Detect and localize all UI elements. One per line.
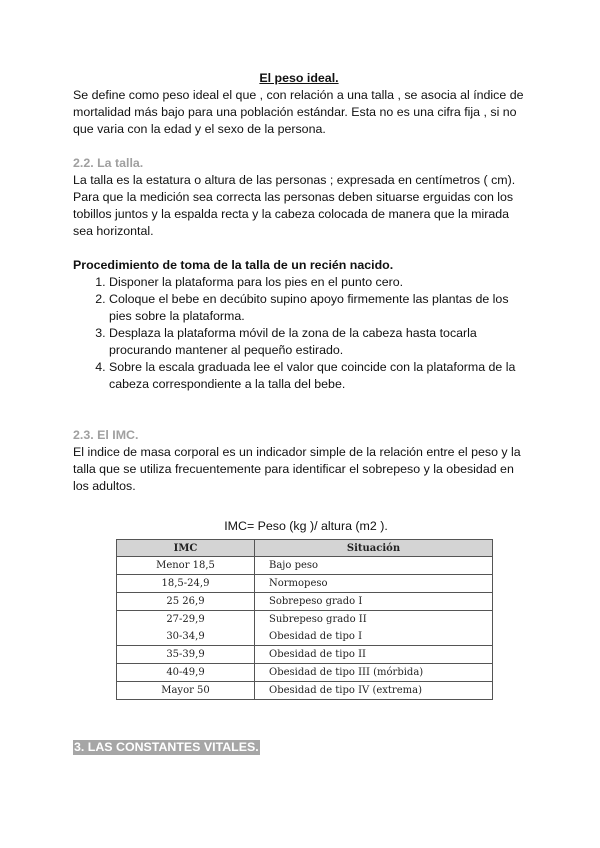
table-cell-situacion: Normopeso xyxy=(255,575,493,593)
table-row xyxy=(117,557,493,575)
table-row xyxy=(117,611,493,629)
intro-paragraph: Se define como peso ideal el que , con relación a una talla , se asocia al índice de mortalidad más bajo para una población estándar. Esta no es una cifra fija , si no que varia con la edad y el sexo de la persona. xyxy=(73,88,524,136)
table-cell-imc: 35-39,9 xyxy=(117,646,255,664)
table-cell-situacion: Bajo peso xyxy=(255,557,493,575)
table-row xyxy=(117,575,493,593)
table-cell-situacion: Obesidad de tipo IV (extrema) xyxy=(255,682,493,700)
table-cell-imc: 27-29,9 xyxy=(117,611,255,629)
table-cell-situacion: Subrepeso grado II xyxy=(255,611,493,629)
table-header-situacion: Situación xyxy=(255,540,493,557)
procedure-step: 2. Coloque el bebe en decúbito supino apoyo firmemente las plantas de los pies sobre la plataforma. xyxy=(109,291,525,325)
talla-heading: 2.2. La talla. xyxy=(73,156,144,170)
table-cell-situacion: Sobrepeso grado I xyxy=(255,593,493,611)
table-row xyxy=(117,593,493,611)
table-header-row xyxy=(117,540,493,557)
document-body xyxy=(73,70,525,535)
procedure-list xyxy=(73,274,525,393)
talla-paragraph: La talla es la estatura o altura de las personas ; expresada en centímetros ( cm). Para que la medición sea correcta las personas deben situarse erguidas con los tobillos juntos y la espalda recta y la cabeza colocada de manera que la mirada sea horizontal. xyxy=(73,173,516,238)
procedure-step: 4. Sobre la escala graduada lee el valor que coincide con la plataforma de la cabeza correspondiente a la talla del bebe. xyxy=(109,359,525,393)
procedure-step: 3. Desplaza la plataforma móvil de la zona de la cabeza hasta tocarla procurando mantener al pequeño estirado. xyxy=(109,325,525,359)
table-row xyxy=(117,682,493,700)
imc-paragraph: El indice de masa corporal es un indicador simple de la relación entre el peso y la talla que se utiliza frecuentemente para identificar el sobrepeso y la obesidad en los adultos. xyxy=(73,445,521,493)
table-cell-imc: 25 26,9 xyxy=(117,593,255,611)
imc-heading: 2.3. El IMC. xyxy=(73,428,139,442)
table-cell-situacion: Obesidad de tipo III (mórbida) xyxy=(255,664,493,682)
imc-table xyxy=(116,539,493,700)
table-row xyxy=(117,646,493,664)
table-cell-situacion: Obesidad de tipo I xyxy=(255,628,493,646)
table-cell-situacion: Obesidad de tipo II xyxy=(255,646,493,664)
table-row xyxy=(117,664,493,682)
constantes-vitales-heading: 3. LAS CONSTANTES VITALES. xyxy=(74,740,259,754)
imc-formula: IMC= Peso (kg )/ altura (m2 ). xyxy=(224,519,388,533)
procedure-heading: Procedimiento de toma de la talla de un recién nacido. xyxy=(73,258,394,272)
table-header-imc: IMC xyxy=(117,540,255,557)
table-cell-imc: Menor 18,5 xyxy=(117,557,255,575)
table-cell-imc: Mayor 50 xyxy=(117,682,255,700)
page-title: El peso ideal. xyxy=(259,71,339,85)
table-cell-imc: 18,5-24,9 xyxy=(117,575,255,593)
table-row xyxy=(117,628,493,646)
table-cell-imc: 30-34,9 xyxy=(117,628,255,646)
procedure-step: 1. Disponer la plataforma para los pies en el punto cero. xyxy=(109,274,525,291)
table-cell-imc: 40-49,9 xyxy=(117,664,255,682)
